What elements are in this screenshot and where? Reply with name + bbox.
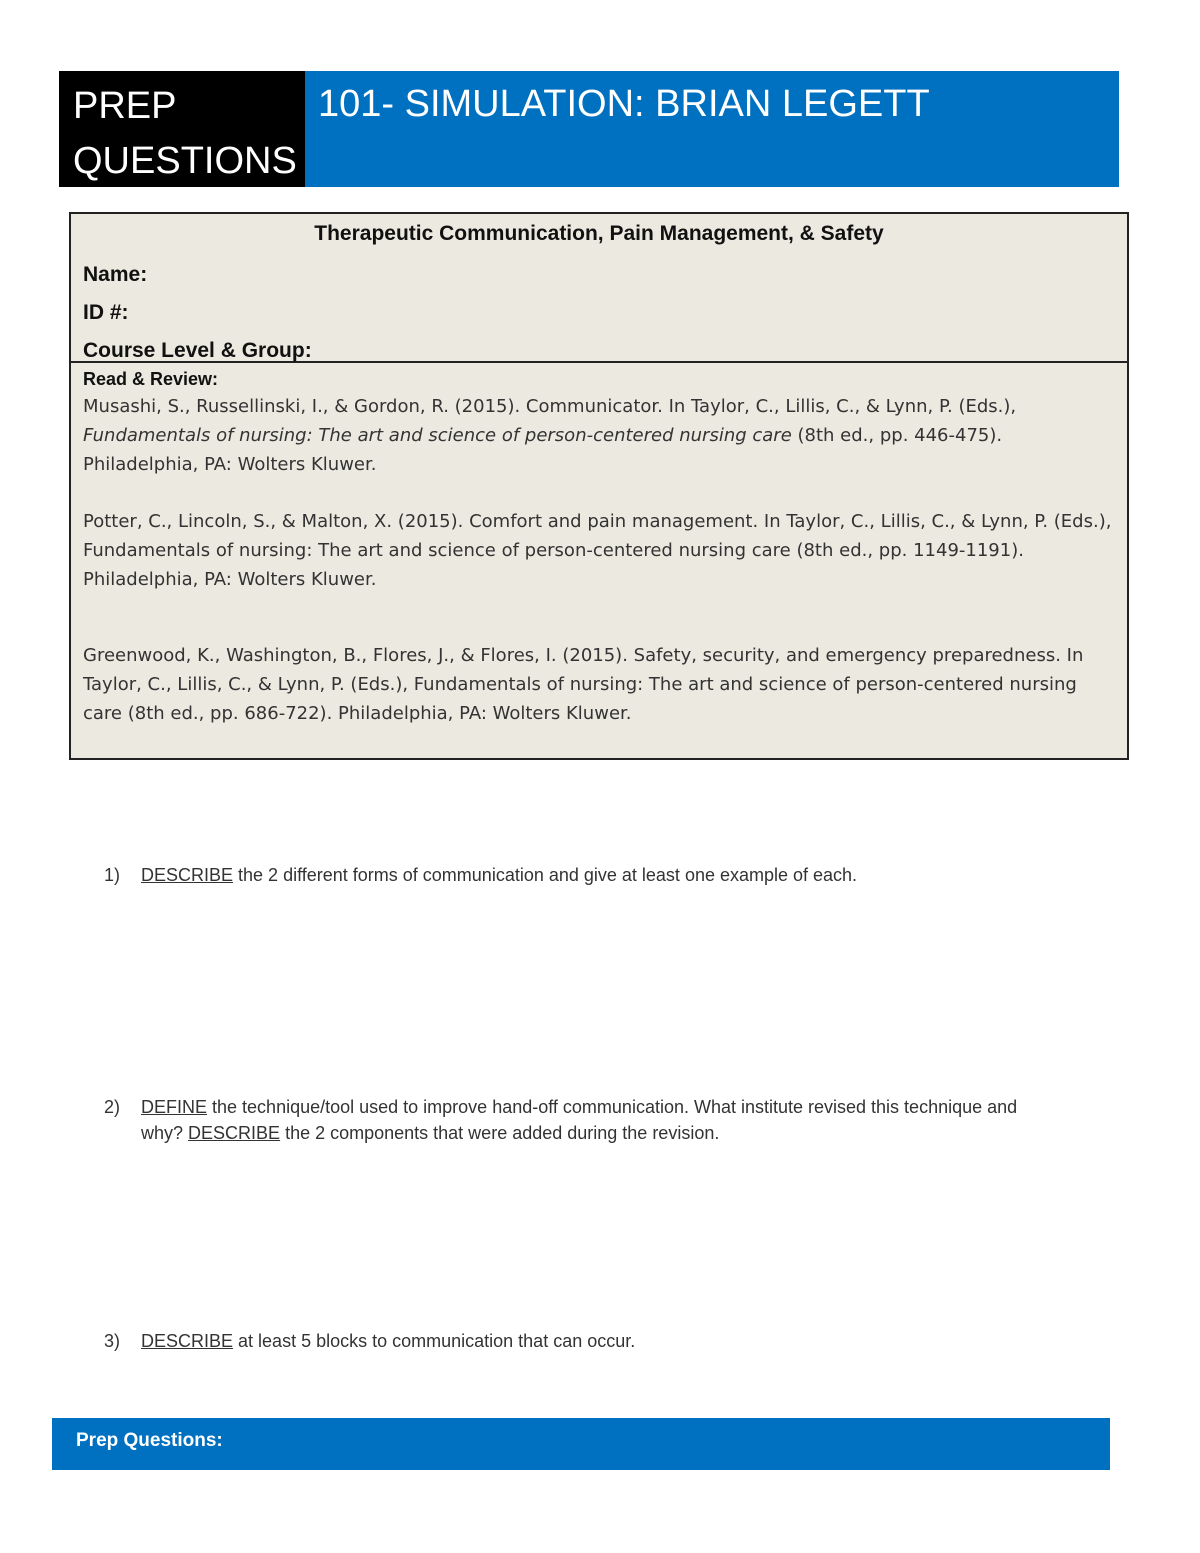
question-number: 1) [104,865,121,885]
reference-2: Potter, C., Lincoln, S., & Malton, X. (2015). Comfort and pain management. In Taylor, C., Lillis, C., & Lynn, P. (Eds.), Fundamentals of nursing: The art and science of person-centered nursing care (8th ed., pp. 1149-1191). Philadelphia, PA: Wolters Kluwer. [83,511,1112,590]
read-review-section [71,363,1127,728]
id-field-label: ID #: [83,301,129,324]
prep-label-line2: QUESTIONS [73,140,297,182]
course-level-field-label: Course Level & Group: [83,339,312,362]
student-info-section [71,214,1127,363]
question-verb: DESCRIBE [141,1331,234,1351]
name-field-label: Name: [83,263,148,286]
question-3: 3) DESCRIBE at least 5 blocks to communication that can occur. [104,1328,1064,1354]
question-2: 2) DEFINE the technique/tool used to improve hand-off communication. What institute revised this technique and why? DESCRIBE the 2 components that were added during the revision. [104,1094,1064,1146]
question-verb: DESCRIBE [141,865,234,885]
question-number: 2) [104,1097,121,1117]
question-verb: DESCRIBE [188,1123,281,1143]
info-box [69,212,1129,760]
question-number: 3) [104,1331,121,1351]
topic-heading: Therapeutic Communication, Pain Management, & Safety [314,222,884,245]
reference-1: Musashi, S., Russellinski, I., & Gordon, R. (2015). Communicator. In Taylor, C., Lillis, C., & Lynn, P. (Eds.), Fundamentals of nursing: The art and science of person-centered nursing care (8th ed., pp. 446-475). Philadelphia, PA: Wolters Kluwer. [83,396,1017,475]
reference-1-book-title: Fundamentals of nursing: The art and science of person-centered nursing care [83,425,792,446]
prep-label-line1: PREP [73,85,177,127]
question-1: 1) DESCRIBE the 2 different forms of communication and give at least one example of each. [104,862,1064,888]
reference-3: Greenwood, K., Washington, B., Flores, J., & Flores, I. (2015). Safety, security, and emergency preparedness. In Taylor, C., Lillis, C., & Lynn, P. (Eds.), Fundamentals of nursing: The art and science of person-centered nursing care (8th ed., pp. 686-722). Philadelphia, PA: Wolters Kluwer. [83,645,1084,724]
question-verb: DEFINE [141,1097,208,1117]
document-title: 101- SIMULATION: BRIAN LEGETT [305,71,1119,187]
prep-questions-footer: Prep Questions: [52,1418,1110,1470]
page-header [59,71,1119,187]
prep-questions-label [59,71,305,187]
read-review-label: Read & Review: [83,369,219,389]
